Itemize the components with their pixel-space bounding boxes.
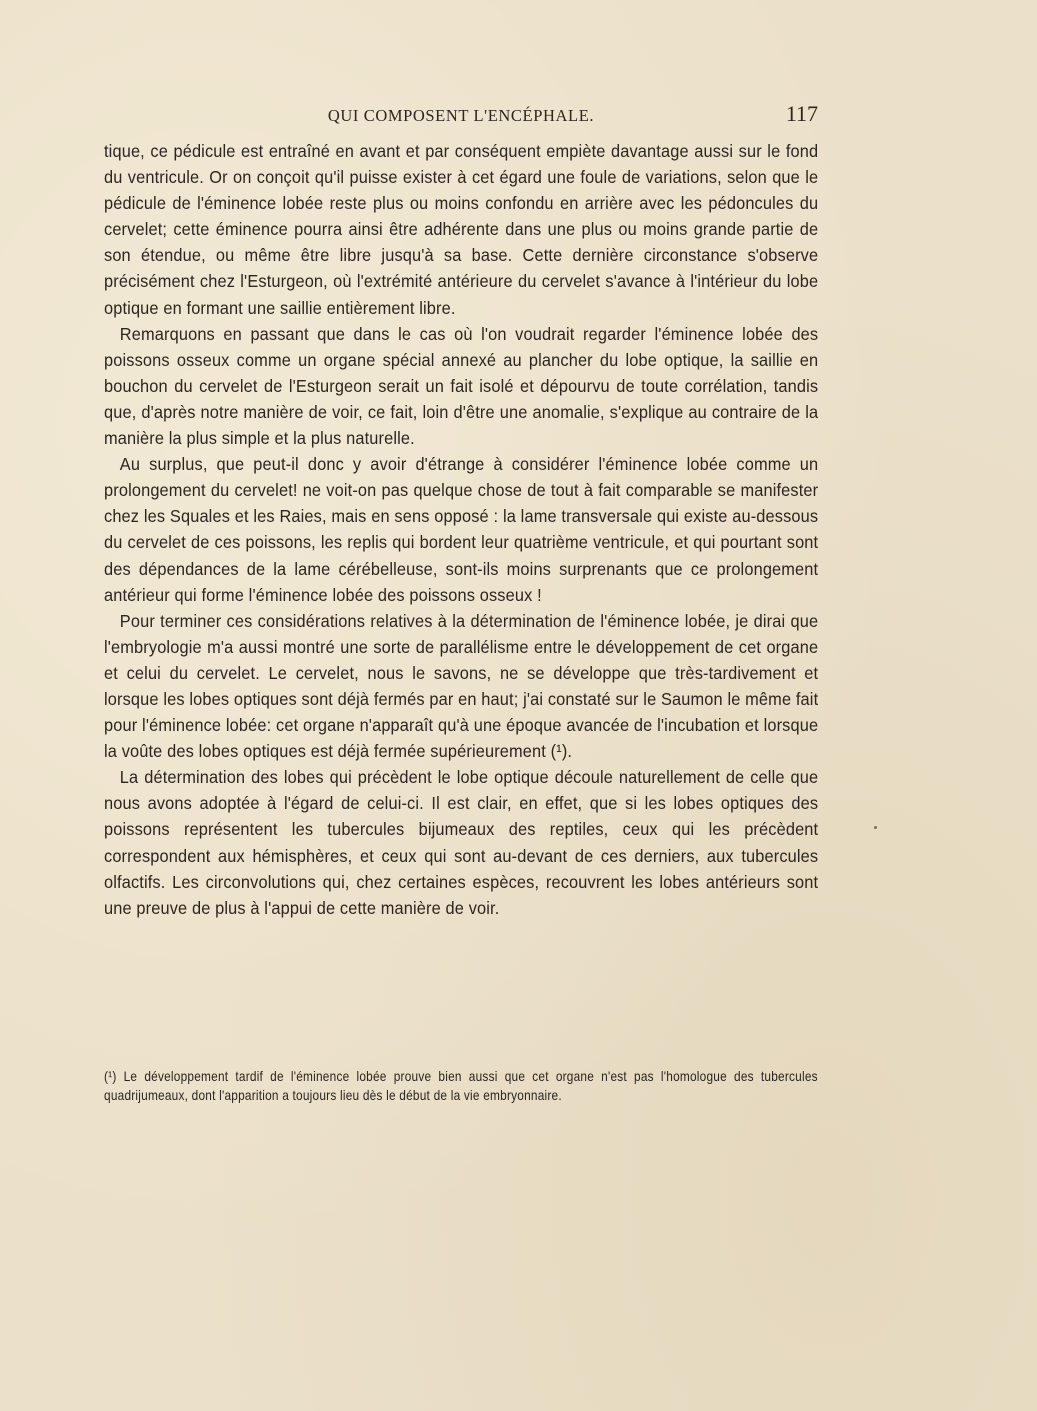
running-title: QUI COMPOSENT L'ENCÉPHALE. bbox=[327, 106, 595, 125]
paragraph: Remarquons en passant que dans le cas où l'on voudrait regarder l'éminence lobée des poissons osseux comme un organe spécial annexé au plancher du lobe optique, la saillie en bouchon du cervelet de l'Esturgeon serait un fait isolé et dépourvu de toute corrélation, tandis que, d'après notre manière de voir, ce fait, loin d'être une anomalie, s'explique au contraire de la manière la plus simple et la plus naturelle. bbox=[104, 323, 819, 449]
page-number: 117 bbox=[785, 101, 818, 126]
paragraph: Pour terminer ces considérations relatives à la détermination de l'éminence lobée, je dirai que l'embryologie m'a aussi montré une sorte de parallélisme entre le développement de cet organe et celui du cervelet. Le cervelet, nous le savons, ne se développe que très-tardivement et lorsque les lobes optiques sont déjà fermés par en haut; j'ai constaté sur le Saumon le même fait pour l'éminence lobée: cet organe n'apparaît qu'à une époque avancée de l'incubation et lorsque la voûte des lobes optiques est déjà fermée supérieurement (¹). bbox=[104, 610, 819, 762]
body-text bbox=[104, 138, 818, 921]
ink-speck bbox=[874, 826, 877, 829]
page-header bbox=[104, 101, 818, 130]
paragraph: tique, ce pédicule est entraîné en avant et par conséquent empiète davantage aussi sur le fond du ventricule. Or on conçoit qu'il puisse exister à cet égard une foule de variations, selon que le pédicule de l'éminence lobée reste plus ou moins confondu en arrière avec les pédoncules du cervelet; cette éminence pourra ainsi être adhérente dans une plus ou moins grande partie de son étendue, ou même être libre jusqu'à sa base. Cette dernière circonstance s'observe précisément chez l'Esturgeon, où l'extrémité antérieure du cervelet s'avance à l'intérieur du lobe optique en formant une saillie entièrement libre. bbox=[104, 141, 819, 318]
footnotes bbox=[104, 1068, 818, 1105]
paragraph: La détermination des lobes qui précèdent le lobe optique découle naturellement de celle que nous avons adoptée à l'égard de celui-ci. Il est clair, en effet, que si les lobes optiques des poissons représentent les tubercules bijumeaux des reptiles, ceux qui les précèdent correspondent aux hémisphères, et ceux qui sont au-devant de ces derniers, aux tubercules olfactifs. Les circonvolutions qui, chez certaines espèces, recouvrent les lobes antérieurs sont une preuve de plus à l'appui de cette manière de voir. bbox=[104, 767, 819, 918]
footnote: (¹) Le développement tardif de l'éminence lobée prouve bien aussi que cet organe n'est pas l'homologue des tubercules quadrijumeaux, dont l'apparition a toujours lieu dès le début de la vie embryonnaire. bbox=[104, 1069, 818, 1103]
paragraph: Au surplus, que peut-il donc y avoir d'étrange à considérer l'éminence lobée comme un prolongement du cervelet! ne voit-on pas quelque chose de tout à fait comparable se manifester chez les Squales et les Raies, mais en sens opposé : la lame transversale qui existe au-dessous du cervelet de ces poissons, les replis qui bordent leur quatrième ventricule, et qui pourtant sont des dépendances de la lame cérébelleuse, sont-ils moins surprenants que ce prolongement antérieur qui forme l'éminence lobée des poissons osseux ! bbox=[104, 454, 819, 605]
